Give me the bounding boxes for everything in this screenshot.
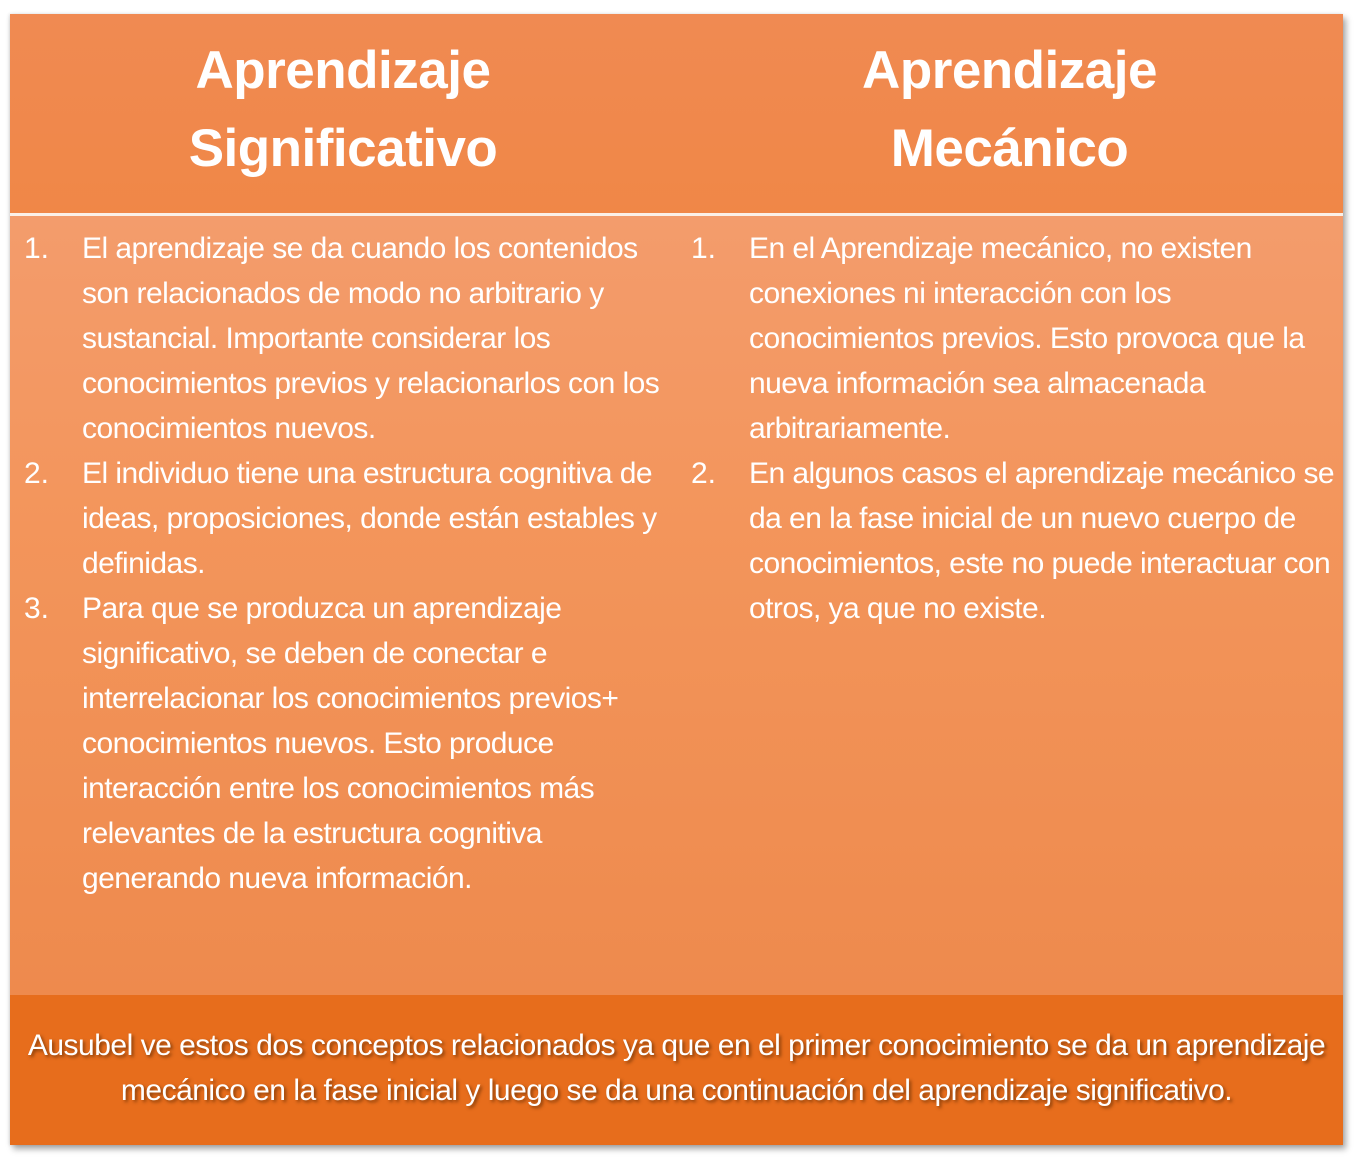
list-item-text: Para que se produzca un aprendizaje significativo, se deben de conectar e interrelacionar los conocimientos previos+ conocimientos nuevos. Esto produce interacción entre los conocimientos más relevantes de la estructura cognitiva generando nueva información. bbox=[82, 592, 619, 895]
header-title-line: Aprendizaje bbox=[195, 40, 491, 100]
list-item-number: 3. bbox=[24, 592, 50, 625]
header-cell-mecanico bbox=[676, 14, 1343, 213]
footer-text: Ausubel ve estos dos conceptos relacionados ya que en el primer conocimiento se da un aprendizaje mecánico en la fase inicial y luego se da una continuación del aprendizaje significativo. bbox=[27, 1029, 1326, 1107]
footer-conclusion bbox=[10, 995, 1343, 1145]
header-title-significativo bbox=[189, 32, 498, 188]
header-title-line: Mecánico bbox=[890, 118, 1129, 178]
list-item bbox=[24, 451, 672, 586]
list-item-number: 1. bbox=[691, 232, 717, 265]
list-item bbox=[691, 226, 1339, 451]
list-item-text: El aprendizaje se da cuando los contenidos son relacionados de modo no arbitrario y sustancial. Importante considerar los conocimientos previos y relacionarlos con los conocimientos nuevos. bbox=[82, 232, 660, 445]
list-item-number: 1. bbox=[24, 232, 50, 265]
list-item-text: En algunos casos el aprendizaje mecánico se da en la fase inicial de un nuevo cuerpo de conocimientos, este no puede interactuar con otros, ya que no existe. bbox=[749, 457, 1335, 625]
header-title-line: Aprendizaje bbox=[862, 40, 1157, 100]
list-item bbox=[24, 226, 672, 451]
body-cell-significativo bbox=[10, 216, 676, 995]
list-item bbox=[691, 451, 1339, 631]
list-item-text: En el Aprendizaje mecánico, no existen conexiones ni interacción con los conocimientos previos. Esto provoca que la nueva información sea almacenada arbitrariamente. bbox=[749, 232, 1305, 445]
body-row bbox=[10, 216, 1343, 995]
header-row bbox=[10, 14, 1343, 213]
header-cell-significativo bbox=[10, 14, 676, 213]
header-title-line: Significativo bbox=[188, 118, 498, 178]
body-cell-mecanico bbox=[676, 216, 1343, 995]
comparison-table bbox=[10, 14, 1343, 1145]
list-item-number: 2. bbox=[24, 457, 50, 490]
list-item bbox=[24, 586, 672, 901]
header-title-mecanico bbox=[862, 32, 1157, 188]
list-item-text: El individuo tiene una estructura cognitiva de ideas, proposiciones, donde están estables y definidas. bbox=[82, 457, 657, 580]
list-item-number: 2. bbox=[691, 457, 717, 490]
significativo-list bbox=[24, 226, 672, 901]
mecanico-list bbox=[691, 226, 1339, 631]
